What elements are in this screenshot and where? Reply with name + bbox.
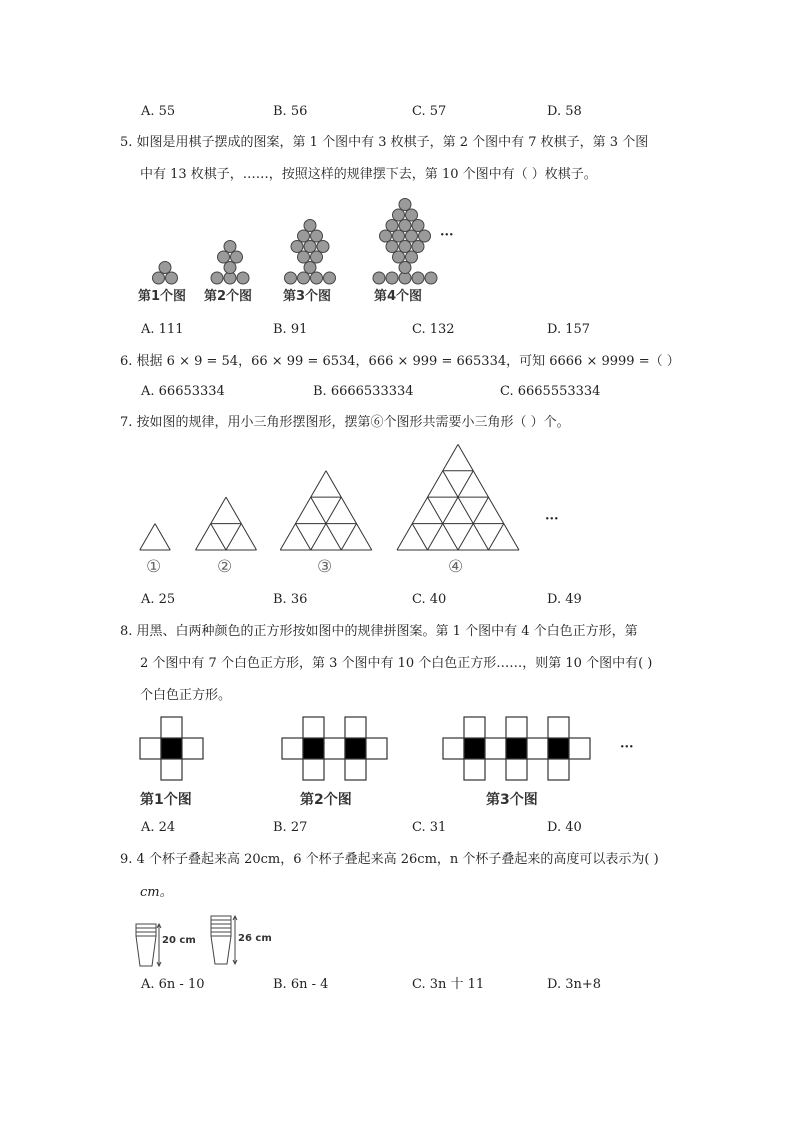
q8-option-c: C. 31 [412, 820, 447, 835]
chess-piece [153, 272, 165, 284]
q6-option-b: B. 6666533334 [313, 384, 414, 399]
white-square [464, 759, 485, 780]
chess-piece [393, 209, 405, 221]
triangle-edge [428, 471, 474, 550]
q5-figure-label-3: 第3个图 [283, 289, 332, 304]
cup-rim [211, 920, 231, 924]
q8-option-d: D. 40 [547, 820, 582, 835]
q5-ellipsis: ··· [440, 228, 454, 243]
q7-option-c: C. 40 [412, 592, 447, 607]
q9-option-a: A. 6n - 10 [141, 977, 205, 992]
triangle-edge [155, 524, 170, 550]
white-square [443, 738, 464, 759]
white-square [282, 738, 303, 759]
chess-piece [412, 220, 424, 232]
white-square [548, 759, 569, 780]
q5-text-line1: 5. 如图是用棋子摆成的图案，第 1 个图中有 3 枚棋子，第 2 个图中有 7 枚棋子，第 3 个图 [120, 135, 649, 150]
white-square [345, 717, 366, 738]
chess-piece [285, 272, 297, 284]
chess-piece [419, 230, 431, 242]
q9-cup-label-1: 20 cm [162, 935, 196, 946]
triangle-edge [140, 524, 155, 550]
chess-piece [399, 241, 411, 253]
cup-icon [211, 936, 231, 964]
chess-piece [224, 241, 236, 253]
q8-figure-label-3: 第3个图 [486, 792, 538, 808]
q7-text: 7. 按如图的规律，用小三角形摆图形，摆第⑥个图形共需要小三角形（ ）个。 [120, 415, 570, 430]
chess-piece [425, 272, 437, 284]
q5-option-a: A. 111 [141, 322, 184, 337]
chess-piece [218, 251, 230, 263]
q7-figure-label-3: ③ [317, 557, 333, 577]
white-square [464, 717, 485, 738]
cup-icon [136, 936, 156, 966]
q9-text-line2: cm。 [140, 885, 173, 900]
q9-option-c: C. 3n 十 11 [412, 977, 485, 992]
q6-option-c: C. 6665553334 [500, 384, 601, 399]
white-square [548, 717, 569, 738]
white-square [303, 759, 324, 780]
chess-piece [386, 220, 398, 232]
chess-piece [380, 230, 392, 242]
q6-text: 6. 根据 6 × 9 = 54，66 × 99 = 6534，666 × 999 = 665334，可知 6666 × 9999 =（ ） [120, 354, 680, 369]
q5-figure-label-1: 第1个图 [138, 289, 187, 304]
black-square [464, 738, 485, 759]
q5-option-b: B. 91 [273, 322, 308, 337]
cup-rim [136, 924, 156, 928]
black-square [303, 738, 324, 759]
chess-piece [237, 272, 249, 284]
white-square [324, 738, 345, 759]
chess-piece [304, 241, 316, 253]
q8-option-a: A. 24 [141, 820, 176, 835]
chess-piece [386, 272, 398, 284]
q5-option-c: C. 132 [412, 322, 455, 337]
black-square [548, 738, 569, 759]
q8-ellipsis: ··· [620, 740, 634, 755]
cup-rim [211, 916, 231, 920]
chess-piece [399, 262, 411, 274]
chess-piece [311, 251, 323, 263]
chess-piece [304, 262, 316, 274]
white-square [161, 717, 182, 738]
white-square [140, 738, 161, 759]
cup-rim [211, 924, 231, 928]
q5-figure-label-4: 第4个图 [374, 289, 423, 304]
chess-piece [304, 220, 316, 232]
q9-option-b: B. 6n - 4 [273, 977, 329, 992]
black-square [506, 738, 527, 759]
chess-piece [311, 272, 323, 284]
chess-piece [406, 230, 418, 242]
q7-figure-label-4: ④ [448, 557, 464, 577]
chess-piece [412, 272, 424, 284]
chess-piece [386, 241, 398, 253]
white-square [506, 717, 527, 738]
q8-text-line3: 个白色正方形。 [140, 688, 232, 703]
triangle-edge [280, 471, 326, 550]
white-square [506, 759, 527, 780]
triangle-edge [443, 471, 489, 550]
chess-piece [298, 230, 310, 242]
triangle-edge [341, 524, 356, 550]
chess-piece [298, 251, 310, 263]
q8-text-line2: 2 个图中有 7 个白色正方形，第 3 个图中有 10 个白色正方形……，则第 10 个图中有( ) [140, 656, 653, 671]
white-square [485, 738, 506, 759]
white-square [161, 759, 182, 780]
q8-text-line1: 8. 用黑、白两种颜色的正方形按如图中的规律拼图案。第 1 个图中有 4 个白色正方形，第 [120, 624, 638, 639]
black-square [161, 738, 182, 759]
chess-piece [224, 262, 236, 274]
cup-rim [136, 932, 156, 936]
white-square [366, 738, 387, 759]
cup-rim [211, 932, 231, 936]
chess-piece [406, 209, 418, 221]
chess-piece [298, 272, 310, 284]
q4-option-a: A. 55 [141, 104, 176, 119]
q5-option-d: D. 157 [547, 322, 591, 337]
cup-rim [136, 928, 156, 932]
chess-piece [373, 272, 385, 284]
q9-cup-label-2: 26 cm [238, 933, 272, 944]
q8-figure-label-1: 第1个图 [140, 792, 192, 808]
q9-option-d: D. 3n+8 [547, 977, 602, 992]
q5-figure-label-2: 第2个图 [204, 289, 253, 304]
q4-option-d: D. 58 [547, 104, 582, 119]
chess-piece [406, 251, 418, 263]
white-square [345, 759, 366, 780]
triangle-edge [226, 524, 241, 550]
q8-figure-label-2: 第2个图 [300, 792, 352, 808]
chess-piece [393, 251, 405, 263]
triangle-edge [412, 524, 427, 550]
chess-piece [231, 251, 243, 263]
white-square [303, 717, 324, 738]
chess-piece [166, 272, 178, 284]
triangle-edge [296, 524, 311, 550]
triangle-edge [211, 524, 226, 550]
white-square [569, 738, 590, 759]
chess-piece [211, 272, 223, 284]
chess-piece [324, 272, 336, 284]
q4-option-c: C. 57 [412, 104, 447, 119]
chess-piece [311, 230, 323, 242]
chess-piece [399, 220, 411, 232]
q4-option-b: B. 56 [273, 104, 308, 119]
q9-text-line1: 9. 4 个杯子叠起来高 20cm，6 个杯子叠起来高 26cm，n 个杯子叠起来的高度可以表示为( ) [120, 852, 659, 867]
q7-option-b: B. 36 [273, 592, 308, 607]
chess-piece [393, 230, 405, 242]
white-square [527, 738, 548, 759]
q8-option-b: B. 27 [273, 820, 308, 835]
triangle-edge [489, 524, 504, 550]
q7-figure-label-2: ② [217, 557, 233, 577]
white-square [182, 738, 203, 759]
cup-rim [211, 928, 231, 932]
q7-ellipsis: ··· [545, 512, 559, 527]
q7-option-a: A. 25 [141, 592, 176, 607]
chess-piece [399, 199, 411, 211]
chess-piece [412, 241, 424, 253]
black-square [345, 738, 366, 759]
q7-option-d: D. 49 [547, 592, 582, 607]
q7-figure-label-1: ① [146, 557, 162, 577]
triangle-edge [326, 471, 372, 550]
q5-text-line2: 中有 13 枚棋子，……，按照这样的规律摆下去，第 10 个图中有（ ）枚棋子。 [140, 167, 597, 182]
chess-piece [159, 262, 171, 274]
chess-piece [291, 241, 303, 253]
chess-piece [317, 241, 329, 253]
q6-option-a: A. 66653334 [141, 384, 225, 399]
